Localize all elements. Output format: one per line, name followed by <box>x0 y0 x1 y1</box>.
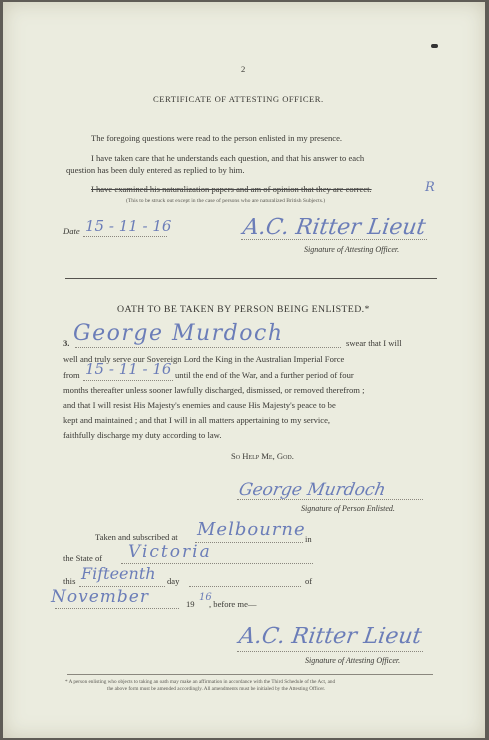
certificate-para-1: The foregoing questions were read to the person enlisted in my presence. <box>91 133 343 143</box>
month-line <box>55 608 179 609</box>
certificate-para-2-line-2: question has been duly entered as replied to by him. <box>66 165 245 175</box>
oath-line-4: months thereafter unless sooner lawfully discharged, dismissed, or removed therefrom ; <box>63 385 365 395</box>
certificate-title: CERTIFICATE OF ATTESTING OFFICER. <box>153 94 324 104</box>
taken-subscribed-label: Taken and subscribed at <box>95 532 178 542</box>
oath-title: OATH TO BE TAKEN BY PERSON BEING ENLISTED.* <box>117 304 370 315</box>
date-label: Date <box>63 226 80 236</box>
footnote-line-1: * A person enlisting who objects to taking an oath may make an affirmation in accordance with the Third Schedule of the Act, and <box>65 679 336 685</box>
naturalization-statement: I have examined his naturalization papers and am of opinion that they are correct. <box>91 184 372 194</box>
attesting-officer-caption: Signature of Attesting Officer. <box>304 245 400 254</box>
name-line <box>75 347 341 348</box>
month-value: November <box>51 587 149 607</box>
so-help-me-god: So Help Me, God. <box>231 451 294 461</box>
final-signature-line <box>237 651 423 652</box>
footnote-line-2: the above form must be amended accordingly. All amendments must be initialed by the Attesting Officer. <box>107 686 326 692</box>
state-value: Victoria <box>128 542 212 562</box>
footnote-divider <box>67 674 433 675</box>
service-date-line <box>83 380 173 381</box>
state-label: the State of <box>63 553 103 563</box>
day-label: day <box>167 576 180 586</box>
place-of-enlistment: Melbourne <box>197 519 306 540</box>
enlistee-name: George Murdoch <box>73 321 284 346</box>
day-value: Fifteenth <box>81 564 156 583</box>
final-officer-signature: A.C. Ritter Lieut <box>237 624 424 649</box>
year-prefix: 19 <box>186 599 195 609</box>
final-officer-caption: Signature of Attesting Officer. <box>305 656 401 665</box>
oath-line-7: faithfully discharge my duty according to law. <box>63 430 222 440</box>
certificate-para-2-line-1: I have taken care that he understands each question, and that his answer to each <box>91 153 365 163</box>
signature-line <box>241 239 427 240</box>
strike-initial: R <box>425 180 435 195</box>
in-label: in <box>305 534 312 544</box>
enlistee-signature-line <box>237 499 423 500</box>
oath-number: 3. <box>63 338 70 348</box>
enlistee-signature: George Murdoch <box>237 480 388 500</box>
oath-line-3-from: from <box>63 370 80 380</box>
attesting-officer-signature: A.C. Ritter Lieut <box>241 215 428 240</box>
service-start-date: 15 - 11 - 16 <box>85 360 172 378</box>
date-line <box>83 236 167 237</box>
year-value: 16 <box>199 592 212 603</box>
day-trailing-line <box>189 586 301 587</box>
page-number: 2 <box>241 64 246 74</box>
enlistee-caption: Signature of Person Enlisted. <box>301 504 395 513</box>
of-label: of <box>305 576 313 586</box>
naturalization-note: (This to be struck out except in the case of persons who are naturalized British Subjects.) <box>126 198 326 204</box>
date-value: 15 - 11 - 16 <box>85 217 172 235</box>
before-me: , before me— <box>209 599 257 609</box>
oath-line-3-rest: until the end of the War, and a further period of four <box>175 370 354 380</box>
oath-line-1-end: swear that I will <box>346 338 402 348</box>
oath-line-2: well and truly serve our Sovereign Lord the King in the Australian Imperial Force <box>63 354 345 364</box>
document-page <box>3 2 485 738</box>
section-divider <box>65 278 437 279</box>
this-label: this <box>63 576 76 586</box>
ink-mark <box>431 44 438 48</box>
oath-line-5: and that I will resist His Majesty's enemies and cause His Majesty's peace to be <box>63 400 336 410</box>
oath-line-6: kept and maintained ; and that I will in all matters appertaining to my service, <box>63 415 331 425</box>
